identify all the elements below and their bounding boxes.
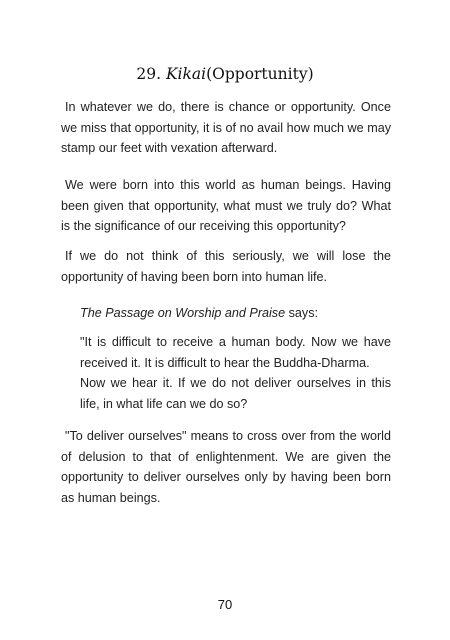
- quote-line-1: "It is difficult to receive a human body. Now we have received it. It is difficult to hear the Buddha-Dharma.: [80, 335, 391, 370]
- closing-paragraph: "To deliver ourselves" means to cross over from the world of delusion to that of enlightenment. We are given the opportunity to deliver ourselves only by having been born as human beings.: [61, 429, 391, 505]
- paragraph-2: We were born into this world as human beings. Having been given that opportunity, what must we truly do? What is the significance of our receiving this opportunity?: [61, 178, 391, 233]
- page-title: [0, 65, 450, 83]
- title-gloss: (Opportunity): [206, 65, 314, 83]
- quote-line-2: Now we hear it. If we do not deliver ourselves in this life, in what life can we do so?: [80, 376, 391, 411]
- paragraph-3: If we do not think of this seriously, we will lose the opportunity of having been born into human life.: [61, 249, 391, 284]
- title-word: Kikai: [165, 65, 207, 83]
- passage-verb: says:: [288, 306, 319, 320]
- passage-intro: [80, 303, 391, 324]
- page-number: 70: [217, 597, 233, 612]
- quote-block: [80, 332, 391, 414]
- title-number: 29.: [136, 65, 162, 83]
- paragraph-1: In whatever we do, there is chance or opportunity. Once we miss that opportunity, it is of no avail how much we may stamp our feet with vexation afterward.: [61, 100, 391, 155]
- passage-source: The Passage on Worship and Praise: [80, 306, 286, 320]
